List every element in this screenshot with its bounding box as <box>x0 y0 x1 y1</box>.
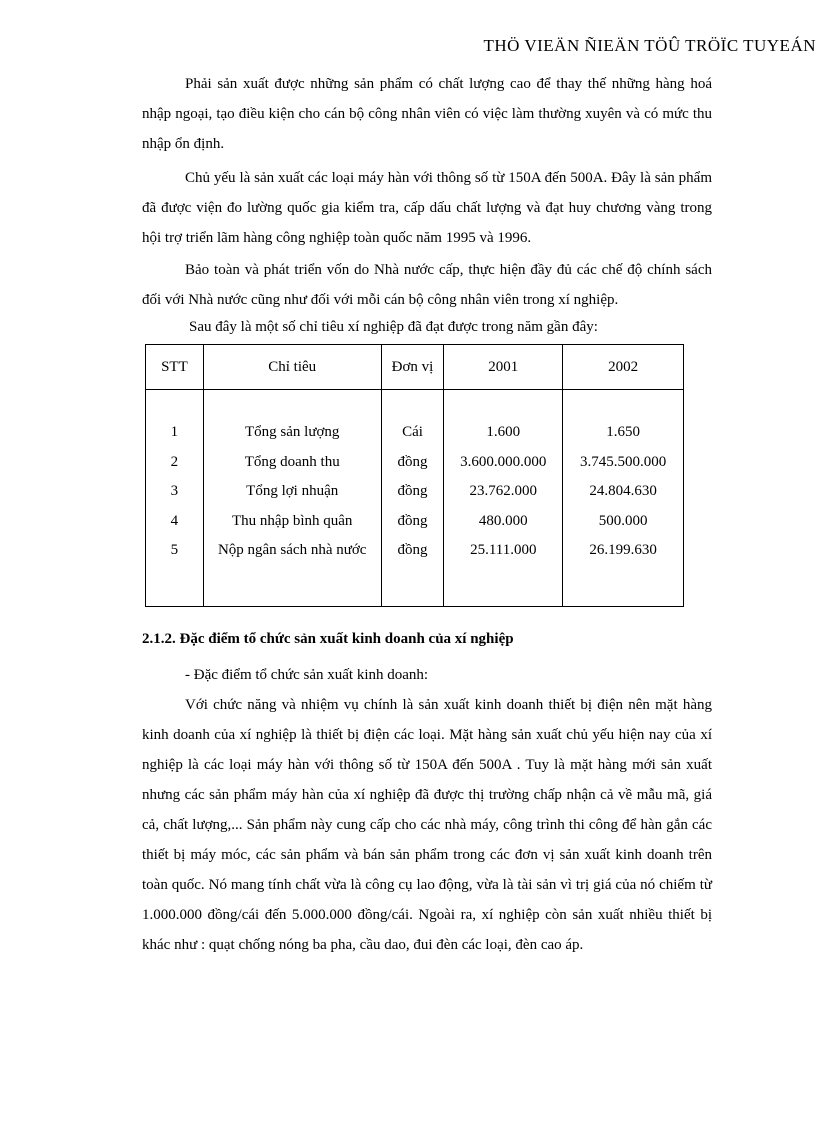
paragraph-2-text: Chủ yếu là sản xuất các loại máy hàn với thông số từ 150A đến 500A. Đây là sản phẩm đã được viện đo lường quốc gia kiểm tra, cấp dấu chất lượng và đạt huy chương vàng trong hội trợ triển lãm hàng công nghiệp toàn quốc năm 1995 và 1996. <box>142 170 712 246</box>
table-row <box>146 507 684 537</box>
cell-2001: 480.000 <box>444 507 563 537</box>
cell-unit: đồng <box>381 507 444 537</box>
table-intro: Sau đây là một số chỉ tiêu xí nghiệp đã đạt được trong năm gần đây: <box>189 319 598 335</box>
page-header-title: THÖ VIEÄN ÑIEÄN TÖÛ TRÖÏC TUYEÁN <box>483 36 816 55</box>
cell-stt: 5 <box>146 536 204 566</box>
cell-unit: đồng <box>381 448 444 478</box>
paragraph-3 <box>142 255 712 315</box>
table-spacer-bottom <box>146 566 684 607</box>
cell-2002: 26.199.630 <box>563 536 684 566</box>
table-header-row <box>146 345 684 390</box>
cell-unit: đồng <box>381 536 444 566</box>
table-spacer-top <box>146 390 684 419</box>
header-unit: Đơn vị <box>381 345 444 390</box>
cell-2002: 3.745.500.000 <box>563 448 684 478</box>
cell-indicator: Tổng sản lượng <box>203 418 381 448</box>
cell-2002: 500.000 <box>563 507 684 537</box>
cell-2001: 3.600.000.000 <box>444 448 563 478</box>
header-indicator: Chỉ tiêu <box>203 345 381 390</box>
cell-indicator: Thu nhập bình quân <box>203 507 381 537</box>
cell-unit: Cái <box>381 418 444 448</box>
header-2002: 2002 <box>563 345 684 390</box>
cell-stt: 2 <box>146 448 204 478</box>
header-2001: 2001 <box>444 345 563 390</box>
table-row <box>146 448 684 478</box>
cell-stt: 1 <box>146 418 204 448</box>
table-row <box>146 536 684 566</box>
section-heading: 2.1.2. Đặc điểm tổ chức sản xuất kinh doanh của xí nghiệp <box>142 631 514 647</box>
paragraph-2 <box>142 163 712 253</box>
paragraph-3-text: Bảo toàn và phát triển vốn do Nhà nước cấp, thực hiện đầy đủ các chế độ chính sách đối với Nhà nước cũng như đối với mỗi cán bộ công nhân viên trong xí nghiệp. <box>142 262 712 308</box>
cell-2001: 23.762.000 <box>444 477 563 507</box>
cell-2001: 1.600 <box>444 418 563 448</box>
paragraph-4 <box>142 690 712 960</box>
paragraph-4-text: Với chức năng và nhiệm vụ chính là sản xuất kinh doanh thiết bị điện nên mặt hàng kinh doanh của xí nghiệp là thiết bị điện các loại. Mặt hàng sản xuất chủ yếu hiện nay của xí nghiệp là các loại máy hàn với thông số từ 150A đến 500A . Tuy là mặt hàng mới sản xuất nhưng các sản phẩm máy hàn của xí nghiệp đã được thị trường chấp nhận cả về mẫu mã, giá cả, chất lượng,... Sản phẩm này cung cấp cho các nhà máy, công trình thi công để hàn gắn các thiết bị máy móc, các sản phẩm và bán sản phẩm trong các đơn vị sản xuất kinh doanh trên toàn quốc. Nó mang tính chất vừa là công cụ lao động, vừa là tài sản vì trị giá của nó chiếm từ 1.000.000 đồng/cái đến 5.000.000 đồng/cái. Ngoài ra, xí nghiệp còn sản xuất nhiều thiết bị khác như : quạt chống nóng ba pha, cầu dao, đui đèn các loại, đèn cao áp. <box>142 697 712 953</box>
table-row <box>146 477 684 507</box>
cell-stt: 4 <box>146 507 204 537</box>
cell-unit: đồng <box>381 477 444 507</box>
cell-indicator: Tổng lợi nhuận <box>203 477 381 507</box>
section-subheading: - Đặc điểm tổ chức sản xuất kinh doanh: <box>185 667 429 683</box>
indicators-table <box>145 344 684 607</box>
header-stt: STT <box>146 345 204 390</box>
cell-2002: 1.650 <box>563 418 684 448</box>
cell-2002: 24.804.630 <box>563 477 684 507</box>
paragraph-1 <box>142 69 712 159</box>
cell-indicator: Tổng doanh thu <box>203 448 381 478</box>
cell-stt: 3 <box>146 477 204 507</box>
cell-indicator: Nộp ngân sách nhà nước <box>203 536 381 566</box>
paragraph-1-text: Phải sản xuất được những sản phẩm có chất lượng cao để thay thế những hàng hoá nhập ngoại, tạo điều kiện cho cán bộ công nhân viên có việc làm thường xuyên và có mức thu nhập ổn định. <box>142 76 712 152</box>
table-row <box>146 418 684 448</box>
cell-2001: 25.111.000 <box>444 536 563 566</box>
